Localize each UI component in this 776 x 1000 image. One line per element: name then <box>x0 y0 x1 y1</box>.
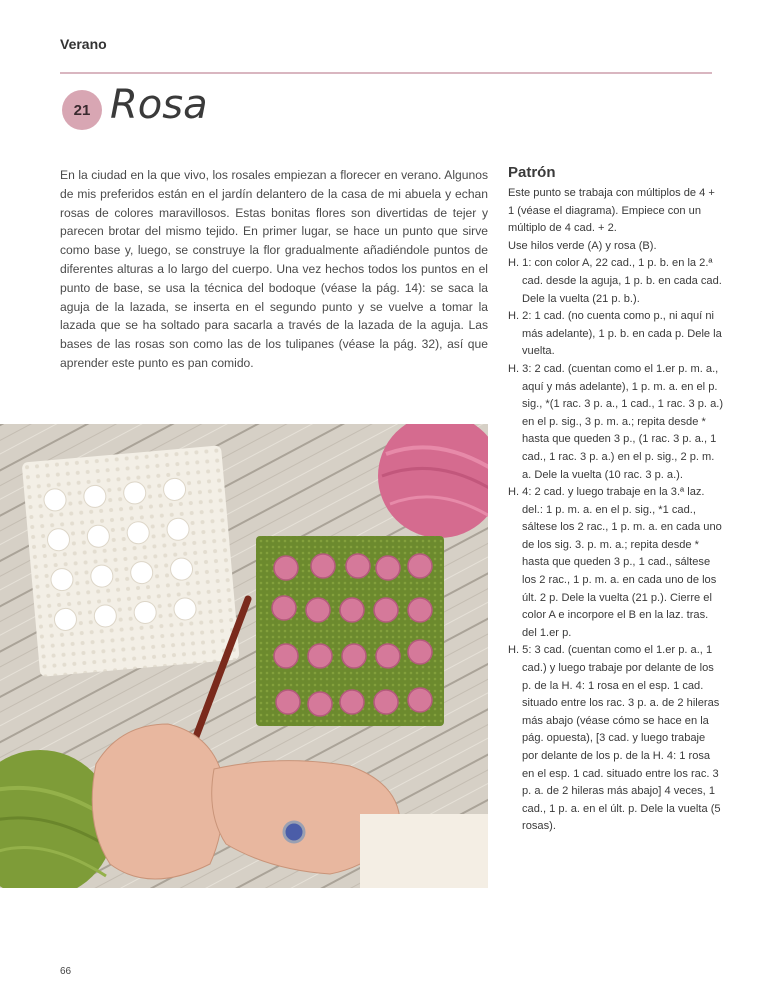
page-title: Rosa <box>110 82 208 128</box>
pattern-row-4: H. 4: 2 cad. y luego trabaje en la 3.ª laz. del.: 1 p. m. a. en el p. sig., *1 cad., sáltese los 2 rac., 1 p. m. a. en cada uno de los sig. 3. p. m. a.; repita desde * hasta que queden 3 p., 1 cad., sáltese los 2 rac., 1 p. m. a. en cada uno de los últ. 2 p. Dele la vuelta (21 p.). Cierre el color A e incorpore el B en la laz. tras. del 1.er p. <box>508 486 722 639</box>
pattern-yarns: Use hilos verde (A) y rosa (B). <box>508 239 657 252</box>
pattern-column <box>508 164 723 836</box>
pattern-row-3: H. 3: 2 cad. (cuentan como el 1.er p. m. a., aquí y más adelante), 1 p. m. a. en el p. sig., *(1 rac. 3 p. a., 1 cad., 1 rac. 3 p. a.) en el p. sig., 3 p. m. a.; repita desde * hasta que queden 3 p., (1 rac. 3 p. a., 1 cad., 1 rac. 3 p. a.) en el p. sig., 2 p. m. a. Dele la vuelta (10 rac. 3 p. a.). <box>508 362 724 481</box>
ring <box>284 822 304 842</box>
section-header: Verano <box>60 36 107 52</box>
pattern-heading: Patrón <box>508 164 556 181</box>
crochet-photo <box>0 424 488 888</box>
stitch-number-badge: 21 <box>62 90 102 130</box>
pattern-intro: Este punto se trabaja con múltiplos de 4 + 1 (véase el diagrama). Empiece con un múltiplo de 4 cad. + 2. <box>508 187 715 235</box>
page-number: 66 <box>60 966 72 977</box>
white-swatch <box>22 445 240 677</box>
green-rose-swatch <box>256 536 444 726</box>
pattern-row-5: H. 5: 3 cad. (cuentan como el 1.er p. a., 1 cad.) y luego trabaje por delante de los p. de la H. 4: 1 rosa en el esp. 1 cad. situado entre los rac. 3 p. a. de 2 hileras más abajo (véase cómo se hace en la pág. opuesta), [3 cad. y luego trabaje por delante de los p. de la H. 4: 1 rosa en el esp. 1 cad. situado entre los rac. 3 p. a. de 2 hileras más abajo] 4 veces, 1 cad., 1 p. a. en el últ. p. Dele la vuelta (5 rosas). <box>508 644 721 833</box>
intro-paragraph: En la ciudad en la que vivo, los rosales empiezan a florecer en verano. Algunos de mis preferidos están en el jardín delantero de la casa de mi abuela y echan rosas de colores maravillosos. Estas bonitas flores son divertidas de tejer y parecen brotar del mismo tejido. En primer lugar, se hace un punto que sirve como base y, luego, se construye la flor gradualmente añadiéndole puntos de diferentes alturas a lo largo del cuerpo. Una vez hechos todos los puntos en el punto de base, se usa la técnica del bodoque (véase la pág. 14): se saca la aguja de la lazada, se inserta en el segundo punto y se vuelve a tomar la lazada que se ha soltado para sacarla a través de la lazada de la aguja. Las bases de las rosas son como las de los tulipanes (véase la pág. 32), así que aprender este punto es pan comido. <box>60 168 488 370</box>
header-divider <box>60 72 712 74</box>
pattern-row-1: H. 1: con color A, 22 cad., 1 p. b. en la 2.ª cad. desde la aguja, 1 p. b. en cada cad. Dele la vuelta (21 p. b.). <box>508 257 722 305</box>
pattern-row-2: H. 2: 1 cad. (no cuenta como p., ni aquí ni más adelante), 1 p. b. en cada p. Dele la vuelta. <box>508 310 722 358</box>
